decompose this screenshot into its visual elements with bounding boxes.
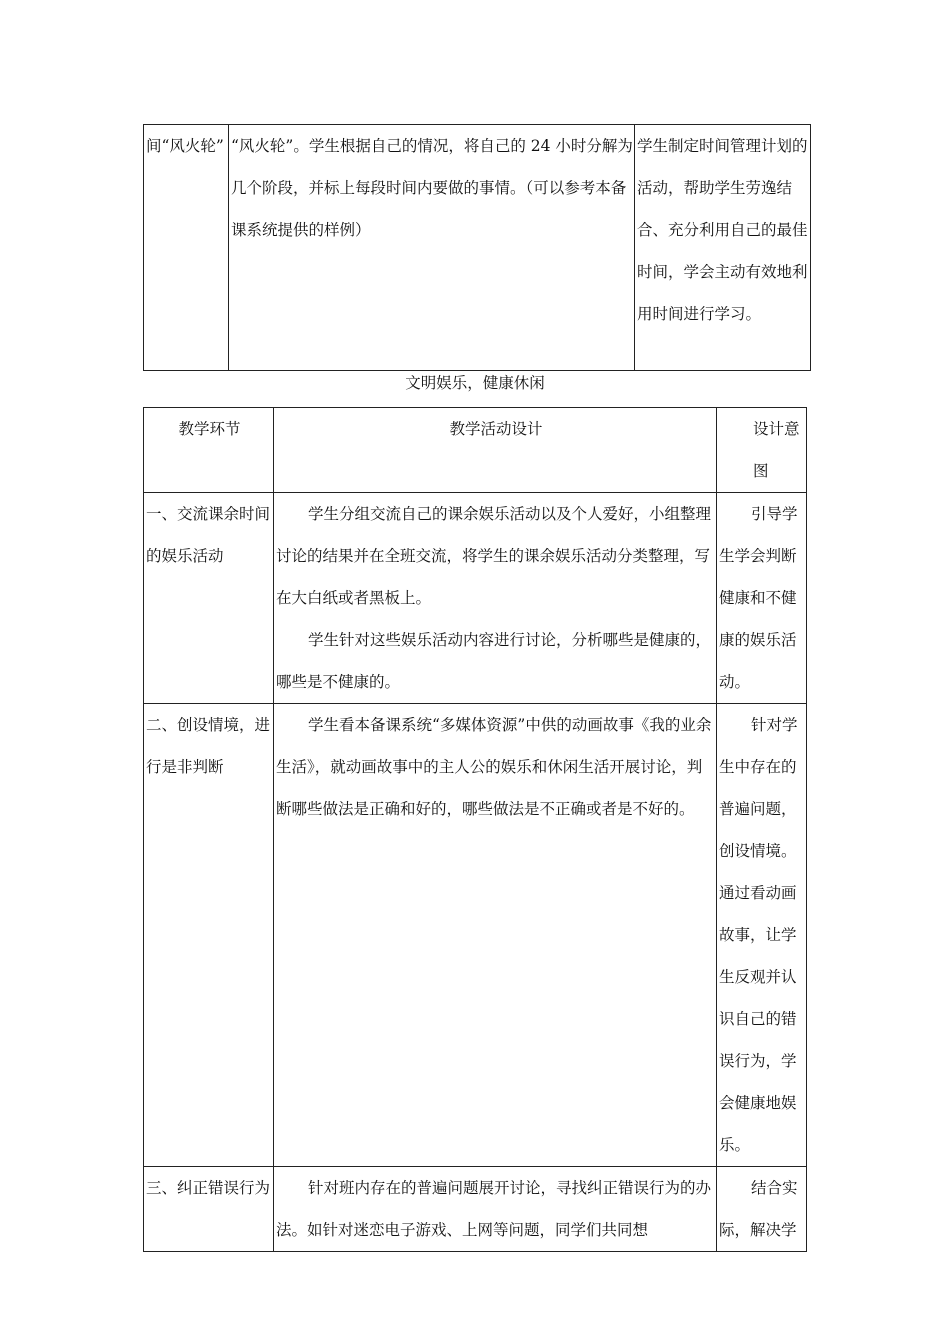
activity-cell: “风火轮”。学生根据自己的情况，将自己的 24 小时分解为几个阶段，并标上每段时间内要做的事情。（可以参考本备课系统提供的样例） bbox=[229, 125, 635, 371]
lesson-plan-table bbox=[143, 407, 807, 1252]
intent-cell: 学生制定时间管理计划的活动，帮助学生劳逸结合、充分利用自己的最佳时间，学会主动有效地利用时间进行学习。 bbox=[635, 125, 811, 371]
stage-cell: 间“风火轮” bbox=[144, 125, 229, 371]
time-plan-table bbox=[143, 124, 811, 371]
stage-cell: 三、纠正错误行为 bbox=[144, 1167, 274, 1252]
stage-cell: 一、交流课余时间的娱乐活动 bbox=[144, 493, 274, 704]
header-intent: 设计意图 bbox=[717, 408, 807, 493]
stage-cell: 二、创设情境，进行是非判断 bbox=[144, 704, 274, 1167]
table-row bbox=[144, 125, 811, 371]
table-row bbox=[144, 704, 807, 1167]
table-header-row bbox=[144, 408, 807, 493]
intent-cell: 引导学生学会判断健康和不健康的娱乐活动。 bbox=[717, 493, 807, 704]
activity-cell: 学生分组交流自己的课余娱乐活动以及个人爱好，小组整理讨论的结果并在全班交流，将学生的课余娱乐活动分类整理，写在大白纸或者黑板上。 学生针对这些娱乐活动内容进行讨论，分析哪些是健康的，哪些是不健康的。 bbox=[274, 493, 717, 704]
section-title: 文明娱乐，健康休闲 bbox=[405, 374, 545, 392]
table-row bbox=[144, 1167, 807, 1252]
activity-cell: 针对班内存在的普遍问题展开讨论，寻找纠正错误行为的办法。如针对迷恋电子游戏、上网等问题，同学们共同想 bbox=[274, 1167, 717, 1252]
activity-cell: 学生看本备课系统“多媒体资源”中供的动画故事《我的业余生活》，就动画故事中的主人公的娱乐和休闲生活开展讨论，判断哪些做法是正确和好的，哪些做法是不正确或者是不好的。 bbox=[274, 704, 717, 1167]
table-row bbox=[144, 493, 807, 704]
intent-cell: 针对学生中存在的普遍问题，创设情境。通过看动画故事，让学生反观并认识自己的错误行为，学会健康地娱乐。 bbox=[717, 704, 807, 1167]
header-activity: 教学活动设计 bbox=[274, 408, 717, 493]
intent-cell: 结合实际，解决学 bbox=[717, 1167, 807, 1252]
header-stage: 教学环节 bbox=[144, 408, 274, 493]
